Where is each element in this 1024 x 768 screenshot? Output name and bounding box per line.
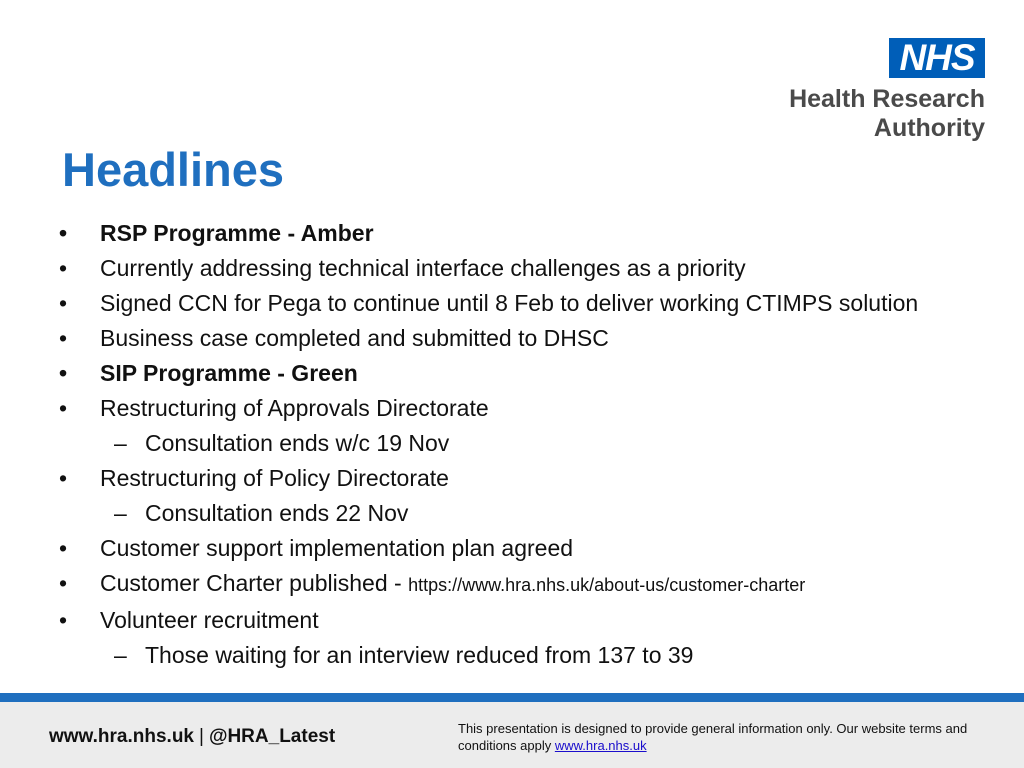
bullet-item <box>56 464 956 494</box>
bullet-marker: • <box>59 360 68 386</box>
bullet-marker: • <box>59 290 68 316</box>
bullet-text: Consultation ends w/c 19 Nov <box>145 430 450 456</box>
bullet-marker: • <box>59 255 68 281</box>
bullet-text: Currently addressing technical interface challenges as a priority <box>100 255 746 281</box>
bullet-text: Restructuring of Policy Directorate <box>100 465 449 491</box>
bullet-text: Business case completed and submitted to DHSC <box>100 325 609 351</box>
logo-line-1: Health Research <box>789 85 985 113</box>
bullet-text: Restructuring of Approvals Directorate <box>100 395 489 421</box>
footer-handle: @HRA_Latest <box>208 726 336 747</box>
bullet-text: Consultation ends 22 Nov <box>145 500 409 526</box>
footer-site: www.hra.nhs.uk <box>49 726 194 747</box>
nhs-badge: NHS <box>889 38 985 78</box>
bullet-marker: • <box>59 395 68 421</box>
bullet-marker: • <box>59 325 68 351</box>
dash-marker: – <box>114 642 127 668</box>
bullet-marker: • <box>59 220 68 246</box>
sub-bullet-item <box>56 429 956 459</box>
bullet-text: Customer Charter published - <box>100 570 409 596</box>
footer-site-handle <box>49 726 335 748</box>
footer <box>0 702 1024 768</box>
sub-bullet-item <box>56 499 956 529</box>
bullet-text: RSP Programme - Amber <box>100 220 374 246</box>
footer-separator: | <box>199 726 204 747</box>
bullet-text: SIP Programme - Green <box>100 360 358 386</box>
bullet-text: Those waiting for an interview reduced from 137 to 39 <box>145 642 694 668</box>
bullet-item <box>56 289 956 319</box>
bullet-item <box>56 394 956 424</box>
disclaimer-link[interactable]: www.hra.nhs.uk <box>554 738 647 753</box>
dash-marker: – <box>114 430 127 456</box>
logo-line-2: Authority <box>873 114 985 142</box>
hra-logo <box>775 38 985 144</box>
footer-divider <box>0 693 1024 702</box>
bullet-item <box>56 324 956 354</box>
bullet-text: Volunteer recruitment <box>100 607 319 633</box>
bullet-item <box>56 254 956 284</box>
bullet-item <box>56 569 956 601</box>
charter-url[interactable]: https://www.hra.nhs.uk/about-us/customer-charter <box>408 575 806 595</box>
bullet-marker: • <box>59 607 68 633</box>
disclaimer-text: This presentation is designed to provide general information only. Our website terms and conditions apply <box>458 721 968 753</box>
bullet-marker: • <box>59 465 68 491</box>
sub-bullet-item <box>56 641 956 671</box>
bullet-item <box>56 359 956 389</box>
bullet-marker: • <box>59 570 68 596</box>
bullet-text: Customer support implementation plan agreed <box>100 535 574 561</box>
bullet-text: Signed CCN for Pega to continue until 8 Feb to deliver working CTIMPS solution <box>100 290 919 316</box>
bullet-item <box>56 219 956 249</box>
bullet-list <box>56 219 956 676</box>
dash-marker: – <box>114 500 127 526</box>
bullet-marker: • <box>59 535 68 561</box>
slide-title: Headlines <box>62 143 285 196</box>
footer-disclaimer <box>458 720 998 754</box>
bullet-item <box>56 606 956 636</box>
bullet-item <box>56 534 956 564</box>
